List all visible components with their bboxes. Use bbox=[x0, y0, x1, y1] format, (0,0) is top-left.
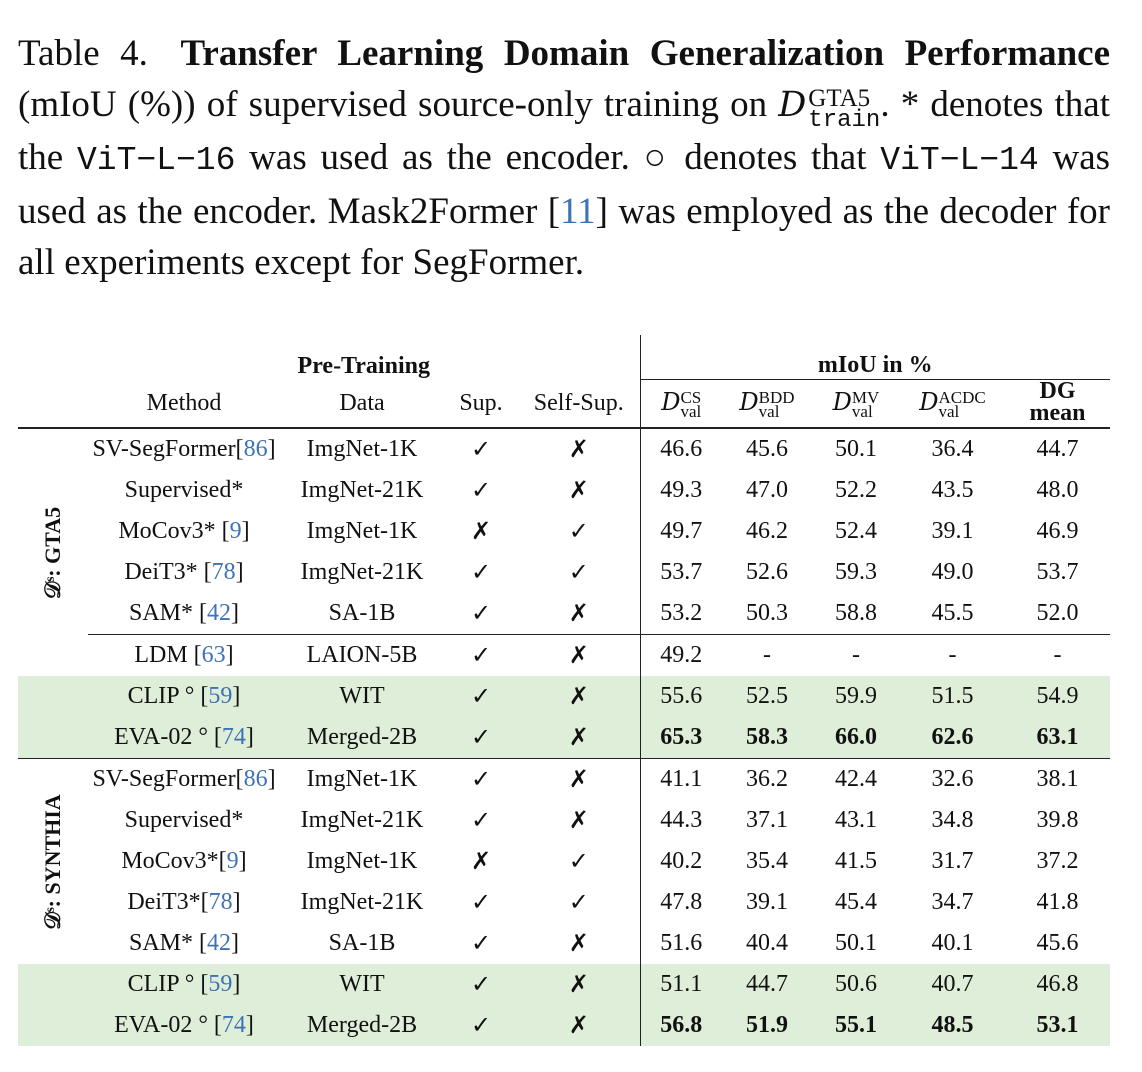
mv-cell: 42.4 bbox=[835, 766, 877, 792]
data-cell: WIT bbox=[280, 964, 444, 1005]
mv-cell: 50.1 bbox=[835, 436, 877, 462]
mv-cell: 52.4 bbox=[835, 518, 877, 544]
data-cell: SA-1B bbox=[328, 930, 396, 956]
col-sup: Sup. bbox=[459, 389, 503, 416]
dg-mean-cell: 53.7 bbox=[1036, 559, 1079, 585]
bdd-cell: 52.6 bbox=[746, 559, 788, 585]
sup-cell: ✓ bbox=[470, 478, 492, 504]
mv-cell: 45.4 bbox=[835, 889, 877, 915]
method-cell: Supervised* bbox=[124, 477, 244, 503]
cs-cell: 49.7 bbox=[640, 511, 722, 552]
citation-link[interactable]: 78 bbox=[211, 559, 236, 585]
acdc-cell: 45.5 bbox=[931, 600, 974, 626]
caption-ref-link[interactable]: 11 bbox=[560, 191, 596, 232]
table-row bbox=[18, 1005, 1110, 1046]
acdc-cell: 62.6 bbox=[900, 717, 1005, 759]
table-row bbox=[18, 552, 1110, 593]
selfsup-cell: ✗ bbox=[518, 717, 640, 759]
bdd-cell: 51.9 bbox=[722, 1005, 812, 1046]
citation-link[interactable]: 59 bbox=[208, 971, 233, 997]
acdc-cell: 34.8 bbox=[931, 807, 974, 833]
acdc-cell: 31.7 bbox=[931, 848, 974, 874]
caption-text-2: . * denotes that the bbox=[18, 84, 1110, 178]
bdd-cell: - bbox=[763, 642, 771, 668]
dg-mean-cell: 46.9 bbox=[1036, 518, 1079, 544]
cs-cell: 56.8 bbox=[640, 1005, 722, 1046]
selfsup-cell: ✓ bbox=[568, 849, 589, 875]
results-table bbox=[18, 335, 1110, 1046]
mv-cell: 58.8 bbox=[835, 600, 877, 626]
selfsup-cell: ✗ bbox=[568, 643, 589, 669]
mv-cell: 59.3 bbox=[835, 559, 877, 585]
method-cell: SV-SegFormer[86] bbox=[92, 766, 276, 792]
sup-cell: ✓ bbox=[470, 931, 492, 957]
col-acdc: D ACDC val bbox=[919, 388, 986, 421]
bdd-cell: 40.4 bbox=[746, 930, 788, 956]
caption-model-b: ViT−L−14 bbox=[880, 142, 1039, 179]
bdd-cell: 46.2 bbox=[746, 518, 788, 544]
method-cell: MoCov3*[9] bbox=[121, 848, 247, 874]
sup-cell: ✓ bbox=[470, 601, 492, 627]
dg-mean-cell: 39.8 bbox=[1036, 807, 1079, 833]
dg-mean-cell: 45.6 bbox=[1036, 930, 1079, 956]
citation-link[interactable]: 42 bbox=[207, 930, 231, 956]
acdc-cell: 34.7 bbox=[931, 889, 974, 915]
data-cell: Merged-2B bbox=[280, 1005, 444, 1046]
mv-cell: 52.2 bbox=[835, 477, 877, 503]
table-row bbox=[18, 882, 1110, 923]
selfsup-cell: ✗ bbox=[518, 676, 640, 717]
col-dg-mean: DG mean bbox=[1029, 378, 1086, 426]
group-pretraining: Pre-Training bbox=[297, 352, 430, 379]
data-cell: Merged-2B bbox=[280, 717, 444, 759]
table-row bbox=[18, 717, 1110, 759]
dg-mean-cell: 46.8 bbox=[1005, 964, 1110, 1005]
table-row bbox=[18, 923, 1110, 964]
header-group-row bbox=[18, 335, 1110, 380]
cs-cell: 49.2 bbox=[640, 635, 722, 677]
method-cell: CLIP ° [59] bbox=[88, 676, 280, 717]
citation-link[interactable]: 9 bbox=[229, 518, 242, 544]
sup-cell: ✓ bbox=[470, 808, 492, 834]
method-cell: MoCov3* [9] bbox=[118, 518, 250, 544]
table-row bbox=[18, 964, 1110, 1005]
bdd-cell: 45.6 bbox=[746, 436, 788, 462]
mv-cell: 55.1 bbox=[812, 1005, 900, 1046]
sup-cell: ✓ bbox=[470, 643, 492, 669]
data-cell: SA-1B bbox=[328, 600, 396, 626]
sup-cell: ✓ bbox=[444, 1005, 518, 1046]
caption-text-1: (mIoU (%)) of supervised source-only training on bbox=[18, 84, 768, 125]
table-row bbox=[18, 800, 1110, 841]
dg-mean-cell: - bbox=[1053, 642, 1062, 668]
data-cell: ImgNet-21K bbox=[300, 559, 424, 585]
bdd-cell: 52.5 bbox=[722, 676, 812, 717]
selfsup-cell: ✓ bbox=[568, 560, 589, 586]
data-cell: ImgNet-21K bbox=[300, 807, 424, 833]
citation-link[interactable]: 86 bbox=[243, 766, 268, 792]
group-gta5 bbox=[18, 428, 88, 676]
selfsup-cell: ✗ bbox=[518, 964, 640, 1005]
citation-link[interactable]: 74 bbox=[221, 1012, 246, 1038]
acdc-cell: 48.5 bbox=[900, 1005, 1005, 1046]
selfsup-cell: ✗ bbox=[568, 808, 589, 834]
acdc-cell: 32.6 bbox=[931, 766, 974, 792]
dg-mean-cell: 52.0 bbox=[1036, 600, 1079, 626]
method-cell: DeiT3*[78] bbox=[127, 889, 241, 915]
cs-cell: 65.3 bbox=[640, 717, 722, 759]
acdc-cell: 36.4 bbox=[931, 436, 974, 462]
dg-mean-cell: 63.1 bbox=[1005, 717, 1110, 759]
table-row bbox=[18, 841, 1110, 882]
table-row bbox=[18, 428, 1110, 470]
cs-cell: 51.1 bbox=[640, 964, 722, 1005]
cs-cell: 51.6 bbox=[640, 923, 722, 964]
acdc-cell: 40.7 bbox=[900, 964, 1005, 1005]
cs-cell: 47.8 bbox=[640, 882, 722, 923]
dg-mean-cell: 54.9 bbox=[1005, 676, 1110, 717]
col-selfsup: Self-Sup. bbox=[533, 389, 624, 416]
cs-cell: 46.6 bbox=[640, 428, 722, 470]
sup-cell: ✓ bbox=[444, 964, 518, 1005]
table-row bbox=[18, 635, 1110, 677]
table-caption bbox=[18, 28, 1110, 288]
acdc-cell: 43.5 bbox=[931, 477, 974, 503]
group-synthia-label: 𝒟ˢ: SYNTHIA bbox=[40, 793, 65, 930]
citation-link[interactable]: 74 bbox=[221, 724, 246, 750]
mv-cell: 66.0 bbox=[812, 717, 900, 759]
sup-cell: ✓ bbox=[444, 676, 518, 717]
selfsup-cell: ✗ bbox=[518, 1005, 640, 1046]
selfsup-cell: ✗ bbox=[568, 478, 589, 504]
dg-mean-cell: 37.2 bbox=[1036, 848, 1079, 874]
caption-title: Transfer Learning Domain Generalization Performance bbox=[180, 33, 1110, 74]
dataset-sub: train bbox=[808, 107, 881, 134]
header-column-row bbox=[18, 380, 1110, 429]
group-gta5-label: 𝒟ˢ: GTA5 bbox=[40, 506, 65, 599]
bdd-cell: 50.3 bbox=[746, 600, 788, 626]
data-cell: ImgNet-21K bbox=[300, 889, 424, 915]
table-row bbox=[18, 676, 1110, 717]
dg-mean-cell: 44.7 bbox=[1036, 436, 1079, 462]
selfsup-cell: ✗ bbox=[568, 437, 589, 463]
bdd-cell: 36.2 bbox=[746, 766, 788, 792]
caption-text-5: ] was employed as the decoder for all experiments except for SegFormer. bbox=[18, 191, 1110, 283]
bdd-cell: 37.1 bbox=[746, 807, 788, 833]
mv-cell: 43.1 bbox=[835, 807, 877, 833]
cs-cell: 40.2 bbox=[640, 841, 722, 882]
sup-cell: ✓ bbox=[470, 767, 492, 793]
sup-cell: ✓ bbox=[470, 890, 492, 916]
acdc-cell: 39.1 bbox=[931, 518, 974, 544]
mv-cell: 50.6 bbox=[812, 964, 900, 1005]
bdd-cell: 39.1 bbox=[746, 889, 788, 915]
cs-cell: 44.3 bbox=[640, 800, 722, 841]
acdc-cell: 51.5 bbox=[900, 676, 1005, 717]
sup-cell: ✓ bbox=[470, 437, 492, 463]
table-row bbox=[18, 470, 1110, 511]
dg-mean-cell: 48.0 bbox=[1036, 477, 1079, 503]
method-cell: SV-SegFormer[86] bbox=[92, 436, 276, 462]
data-cell: WIT bbox=[280, 676, 444, 717]
sup-cell: ✓ bbox=[470, 560, 492, 586]
group-miou: mIoU in % bbox=[640, 335, 1110, 380]
table-row bbox=[18, 593, 1110, 635]
caption-text-4: was used as the encoder. Mask2Former [ bbox=[18, 137, 1111, 232]
group-synthia bbox=[18, 759, 88, 965]
dg-mean-cell: 38.1 bbox=[1036, 766, 1079, 792]
acdc-cell: - bbox=[948, 642, 957, 668]
mv-cell: 50.1 bbox=[835, 930, 877, 956]
selfsup-cell: ✗ bbox=[568, 767, 589, 793]
method-cell: EVA-02 ° [74] bbox=[88, 1005, 280, 1046]
citation-link[interactable]: 63 bbox=[201, 642, 226, 668]
sup-cell: ✓ bbox=[444, 717, 518, 759]
cs-cell: 49.3 bbox=[640, 470, 722, 511]
mv-cell: 41.5 bbox=[835, 848, 877, 874]
acdc-cell: 49.0 bbox=[931, 559, 974, 585]
method-cell: EVA-02 ° [74] bbox=[88, 717, 280, 759]
cs-cell: 53.2 bbox=[640, 593, 722, 635]
bdd-cell: 44.7 bbox=[722, 964, 812, 1005]
method-cell: DeiT3* [78] bbox=[124, 559, 244, 585]
bdd-cell: 58.3 bbox=[722, 717, 812, 759]
cs-cell: 41.1 bbox=[640, 759, 722, 801]
method-cell: SAM* [42] bbox=[128, 930, 239, 956]
col-method: Method bbox=[146, 389, 222, 416]
citation-link[interactable]: 78 bbox=[208, 889, 233, 915]
citation-link[interactable]: 86 bbox=[243, 436, 268, 462]
caption-model-a: ViT−L−16 bbox=[76, 142, 236, 179]
table-row bbox=[18, 759, 1110, 801]
dataset-symbol: D bbox=[778, 85, 807, 125]
citation-link[interactable]: 9 bbox=[226, 848, 239, 874]
method-cell: SAM* [42] bbox=[128, 600, 239, 626]
col-mv: D MV val bbox=[832, 388, 880, 421]
data-cell: ImgNet-1K bbox=[306, 766, 418, 792]
dg-mean-cell: 41.8 bbox=[1036, 889, 1079, 915]
citation-link[interactable]: 42 bbox=[207, 600, 231, 626]
caption-label: Table 4. bbox=[18, 33, 148, 74]
bdd-cell: 47.0 bbox=[746, 477, 788, 503]
selfsup-cell: ✗ bbox=[568, 601, 589, 627]
acdc-cell: 40.1 bbox=[931, 930, 974, 956]
method-cell: CLIP ° [59] bbox=[88, 964, 280, 1005]
col-cs: D CS val bbox=[640, 380, 722, 429]
method-cell: Supervised* bbox=[124, 807, 244, 833]
selfsup-cell: ✓ bbox=[568, 890, 589, 916]
data-cell: ImgNet-1K bbox=[306, 518, 418, 544]
data-cell: ImgNet-1K bbox=[306, 436, 418, 462]
sup-cell: ✗ bbox=[470, 519, 492, 545]
dg-mean-cell: 53.1 bbox=[1005, 1005, 1110, 1046]
citation-link[interactable]: 59 bbox=[208, 683, 233, 709]
data-cell: LAION-5B bbox=[306, 642, 418, 668]
data-cell: ImgNet-1K bbox=[306, 848, 418, 874]
col-data: Data bbox=[339, 389, 385, 416]
table-row bbox=[18, 511, 1110, 552]
method-cell: LDM [63] bbox=[134, 642, 234, 668]
bdd-cell: 35.4 bbox=[746, 848, 788, 874]
cs-cell: 53.7 bbox=[640, 552, 722, 593]
selfsup-cell: ✓ bbox=[568, 519, 589, 545]
caption-text-3: was used as the encoder. ○ denotes that bbox=[249, 137, 867, 178]
dataset-sup: GTA5 bbox=[808, 85, 871, 112]
data-cell: ImgNet-21K bbox=[300, 477, 424, 503]
selfsup-cell: ✗ bbox=[568, 931, 589, 957]
col-bdd: D BDD val bbox=[739, 388, 795, 421]
mv-cell: 59.9 bbox=[812, 676, 900, 717]
cs-cell: 55.6 bbox=[640, 676, 722, 717]
sup-cell: ✗ bbox=[470, 849, 492, 875]
mv-cell: - bbox=[852, 642, 860, 668]
